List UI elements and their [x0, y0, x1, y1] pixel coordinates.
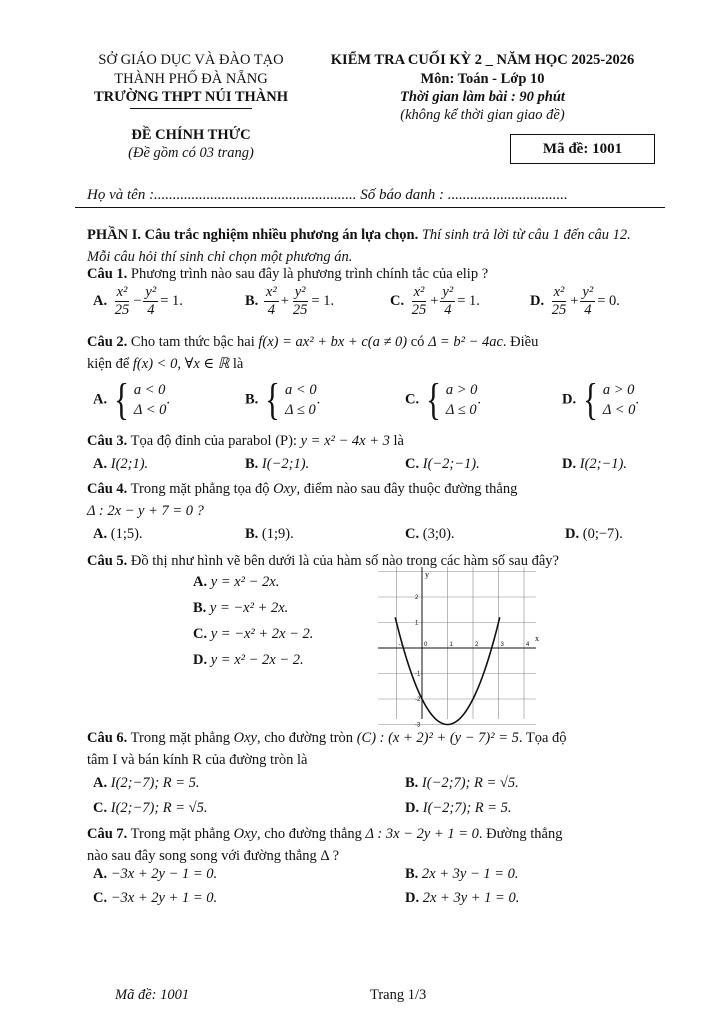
header-divider [75, 207, 665, 208]
option-text: (0;−7). [582, 526, 623, 542]
duration-note: (không kể thời gian giao đề) [400, 107, 565, 123]
q6-label: Câu 6. [87, 730, 128, 746]
option-letter: C. [93, 890, 108, 906]
x-tick-label: 1 [449, 642, 453, 648]
frac-den: 4 [267, 302, 275, 318]
q3-expr: y = x² − 4x + 3 [300, 433, 390, 449]
subject: Môn: Toán - Lớp 10 [420, 71, 545, 87]
option-letter: A. [93, 866, 108, 882]
option-text: y = x² − 2x. [210, 574, 280, 590]
q3-option-c[interactable] [405, 456, 480, 473]
q1-option-b[interactable] [245, 284, 334, 319]
option-letter: B. [405, 866, 419, 882]
q2-option-b[interactable]: B. { a < 0 Δ ≤ 0 . [245, 375, 321, 424]
q1-label: Câu 1. [87, 266, 128, 282]
option-letter: A. [93, 775, 108, 791]
option-text: I(2;1). [110, 456, 149, 472]
option-letter: D. [562, 391, 577, 408]
q2-option-c[interactable]: C. { a > 0 Δ ≤ 0 . [405, 375, 482, 424]
brace-icon: { [265, 375, 280, 424]
pages-note: (Đề gồm có 03 trang) [128, 145, 254, 161]
option-letter: B. [245, 526, 259, 542]
q6-option-b[interactable] [405, 775, 519, 792]
q1-option-a[interactable] [93, 284, 183, 319]
q5-option-b[interactable] [193, 600, 288, 617]
x-tick-label: 0 [424, 642, 428, 648]
option-text: I(−2;7); R = 5. [422, 800, 512, 816]
sys-row: Δ ≤ 0 [285, 402, 316, 418]
option-letter: B. [405, 775, 419, 791]
q4-text: Trong mặt phẳng tọa độ [127, 481, 274, 497]
x-tick-label: 2 [475, 642, 479, 648]
q7-text: , cho đường thẳng [256, 826, 366, 842]
sys-row: a < 0 [285, 382, 317, 398]
q6-oxy: Oxy [233, 730, 257, 746]
rhs: = 1. [311, 292, 335, 309]
question-4 [87, 478, 647, 522]
q6-option-a[interactable] [93, 775, 200, 792]
q7-option-c[interactable] [93, 890, 217, 907]
q4-label: Câu 4. [87, 481, 128, 497]
question-6 [87, 727, 647, 771]
brace-icon: { [113, 375, 129, 424]
school-name: TRƯỜNG THPT NÚI THÀNH [93, 89, 289, 105]
option-letter: A. [93, 456, 108, 472]
y-tick-label: -2 [415, 697, 421, 703]
option-letter: B. [245, 292, 259, 309]
q6-option-c[interactable] [93, 800, 208, 817]
frac-num: x² [116, 284, 128, 300]
q3-label: Câu 3. [87, 433, 128, 449]
exam-code: Mã đề: 1001 [542, 141, 623, 157]
option-text: I(2;−7); R = 5. [110, 775, 200, 791]
official-label: ĐỀ CHÍNH THỨC [131, 127, 251, 143]
q7-oxy: Oxy [233, 826, 257, 842]
q1-option-c[interactable] [390, 284, 480, 319]
q6-text: Trong mặt phẳng [127, 730, 234, 746]
frac-num: y² [582, 284, 594, 300]
frac-den: 25 [292, 302, 308, 318]
q7-option-a[interactable] [93, 866, 217, 883]
op: + [280, 292, 289, 309]
frac-den: 4 [147, 302, 155, 318]
q5-option-c[interactable] [193, 626, 313, 643]
option-text: y = −x² + 2x. [209, 600, 289, 616]
q5-text: Đồ thị như hình vẽ bên dưới là của hàm số nào trong các hàm số sau đây? [127, 553, 559, 569]
q7-line: nào sau đây song song với đường thẳng Δ ? [87, 848, 340, 864]
duration: Thời gian làm bài : 90 phút [400, 89, 565, 105]
dept-name: SỞ GIÁO DỤC VÀ ĐÀO TẠO [98, 52, 284, 68]
q7-expr: Δ : 3x − 2y + 1 = 0 [365, 826, 479, 842]
y-tick-label: -3 [415, 722, 421, 729]
option-letter: C. [93, 800, 108, 816]
x-tick-label: 3 [500, 642, 504, 648]
option-text: I(−2;7); R = √5. [421, 775, 519, 791]
graph-tick-labels [399, 595, 531, 729]
q6-text: . Tọa độ [518, 730, 567, 746]
exam-code-box [510, 134, 655, 164]
y-tick-label: 1 [415, 620, 419, 627]
question-3 [87, 430, 647, 452]
part1-title: PHẦN I. Câu trắc nghiệm nhiều phương án lựa chọn. [87, 227, 419, 243]
q2-delta: Δ = b² − 4ac [428, 334, 503, 350]
q5-option-d[interactable] [193, 652, 304, 669]
frac-num: x² [553, 284, 565, 300]
q5-option-a[interactable] [193, 574, 279, 591]
q4-option-a[interactable] [93, 526, 143, 543]
q7-option-d[interactable] [405, 890, 519, 907]
q2-text: kiện để [87, 356, 133, 372]
frac-num: y² [145, 284, 157, 300]
frac-den: 25 [411, 302, 427, 318]
option-letter: D. [565, 526, 580, 542]
footer-page-number: Trang 1/3 [370, 987, 427, 1003]
option-text: −3x + 2y + 1 = 0. [110, 890, 218, 906]
question-7 [87, 823, 647, 867]
frac-num: x² [265, 284, 277, 300]
option-text: (1;5). [110, 526, 143, 542]
sys-row: a > 0 [445, 382, 478, 398]
q4-option-b[interactable] [245, 526, 294, 543]
part1-heading [87, 224, 647, 268]
q2-expr: f(x) = ax² + bx + c(a ≠ 0) [258, 334, 408, 350]
frac-num: x² [413, 284, 425, 300]
q2-text: Cho tam thức bậc hai [127, 334, 259, 350]
option-letter: C. [405, 456, 420, 472]
brace-icon: { [582, 375, 598, 424]
option-text: (1;9). [261, 526, 294, 542]
x-tick-label: -1 [398, 642, 404, 648]
q2-text: là [229, 356, 244, 372]
q4-line: Δ : 2x − y + 7 = 0 ? [87, 503, 204, 519]
q2-text: . Điều [502, 334, 539, 350]
option-letter: A. [93, 292, 108, 309]
q7-option-b[interactable] [405, 866, 519, 883]
q3-option-d[interactable] [562, 456, 627, 473]
q2-option-d[interactable]: D. { a > 0 Δ < 0 . [562, 375, 640, 424]
option-letter: D. [562, 456, 577, 472]
q2-cond: f(x) < 0, ∀x ∈ ℝ [132, 356, 230, 372]
q7-text: Trong mặt phẳng [127, 826, 234, 842]
q7-text: . Đường thẳng [478, 826, 563, 842]
brace-icon: { [425, 375, 441, 424]
q5-label: Câu 5. [87, 553, 128, 569]
option-letter: C. [390, 292, 405, 309]
frac-num: y² [442, 284, 454, 300]
option-text: I(2;−1). [579, 456, 627, 472]
option-text: I(2;−7); R = √5. [110, 800, 208, 816]
part1-instruction: Thí sinh trả lời từ câu 1 đến câu 12. Mỗi câu hỏi thí sinh chỉ chọn một phương án. [87, 227, 631, 265]
q4-option-d[interactable] [565, 526, 623, 543]
question-5 [87, 550, 647, 572]
frac-den: 4 [444, 302, 452, 318]
x-tick-label: 4 [526, 642, 530, 648]
q3-text: là [389, 433, 404, 449]
option-text: 2x + 3y − 1 = 0. [421, 866, 519, 882]
q2-option-a[interactable]: A. { a < 0 Δ < 0 . [93, 375, 171, 424]
option-text: I(−2;−1). [422, 456, 480, 472]
frac-den: 25 [114, 302, 130, 318]
sys-row: Δ < 0 [602, 402, 636, 418]
option-letter: D. [405, 800, 420, 816]
q6-expr: (C) : (x + 2)² + (y − 7)² = 5 [356, 730, 519, 746]
q2-label: Câu 2. [87, 334, 128, 350]
footer-exam-code: Mã đề: 1001 [115, 987, 190, 1003]
question-2 [87, 331, 647, 375]
q3-option-b[interactable] [245, 456, 309, 473]
q1-option-d[interactable] [530, 284, 620, 319]
option-text: y = −x² + 2x − 2. [210, 626, 314, 642]
sys-row: Δ < 0 [133, 402, 167, 418]
option-text: (3;0). [422, 526, 455, 542]
school-underline [130, 108, 252, 109]
option-letter: A. [93, 391, 108, 408]
frac-den: 25 [551, 302, 567, 318]
rhs: = 1. [160, 292, 183, 309]
op: − [133, 292, 142, 309]
frac-den: 4 [584, 302, 592, 318]
exam-title: KIỂM TRA CUỐI KỲ 2 _ NĂM HỌC 2025-2026 [330, 52, 635, 68]
op: + [430, 292, 439, 309]
option-letter: B. [245, 391, 259, 408]
option-letter: D. [405, 890, 420, 906]
q2-text: có [407, 334, 429, 350]
option-letter: C. [405, 526, 420, 542]
q6-text: , cho đường tròn [256, 730, 357, 746]
option-text: y = x² − 2x − 2. [210, 652, 304, 668]
y-tick-label: 2 [415, 595, 419, 601]
q4-oxy: Oxy [273, 481, 297, 497]
parabola-graph [378, 567, 540, 729]
y-tick-label: -1 [415, 671, 421, 678]
option-letter: C. [405, 391, 420, 408]
option-letter: A. [93, 526, 108, 542]
option-text: −3x + 2y − 1 = 0. [110, 866, 218, 882]
y-axis-label: y [425, 570, 429, 579]
question-1 [87, 263, 647, 285]
q3-text: Tọa độ đỉnh của parabol (P): [127, 433, 301, 449]
option-letter: B. [245, 456, 259, 472]
option-letter: D. [193, 652, 208, 668]
q4-text: , điểm nào sau đây thuộc đường thẳng [296, 481, 518, 497]
option-letter: B. [193, 600, 207, 616]
option-text: I(−2;1). [261, 456, 310, 472]
q7-label: Câu 7. [87, 826, 128, 842]
q4-option-c[interactable] [405, 526, 455, 543]
city-name: THÀNH PHỐ ĐÀ NẴNG [114, 71, 268, 87]
rhs: = 1. [457, 292, 480, 309]
option-letter: D. [530, 292, 545, 309]
q3-option-a[interactable] [93, 456, 148, 473]
sys-row: a > 0 [602, 382, 635, 398]
q6-line: tâm I và bán kính R của đường tròn là [87, 752, 308, 768]
q6-option-d[interactable] [405, 800, 512, 817]
sys-row: a < 0 [133, 382, 166, 398]
option-letter: A. [193, 574, 208, 590]
q1-text: Phương trình nào sau đây là phương trình chính tắc của elip ? [127, 266, 489, 282]
sys-row: Δ ≤ 0 [445, 402, 477, 418]
rhs: = 0. [597, 292, 620, 309]
student-info-line: Họ và tên :...................................................... Số báo danh : ................................ [87, 187, 568, 203]
option-text: 2x + 3y + 1 = 0. [422, 890, 520, 906]
option-letter: C. [193, 626, 208, 642]
frac-num: y² [294, 284, 306, 300]
op: + [570, 292, 579, 309]
x-axis-label: x [535, 634, 539, 643]
